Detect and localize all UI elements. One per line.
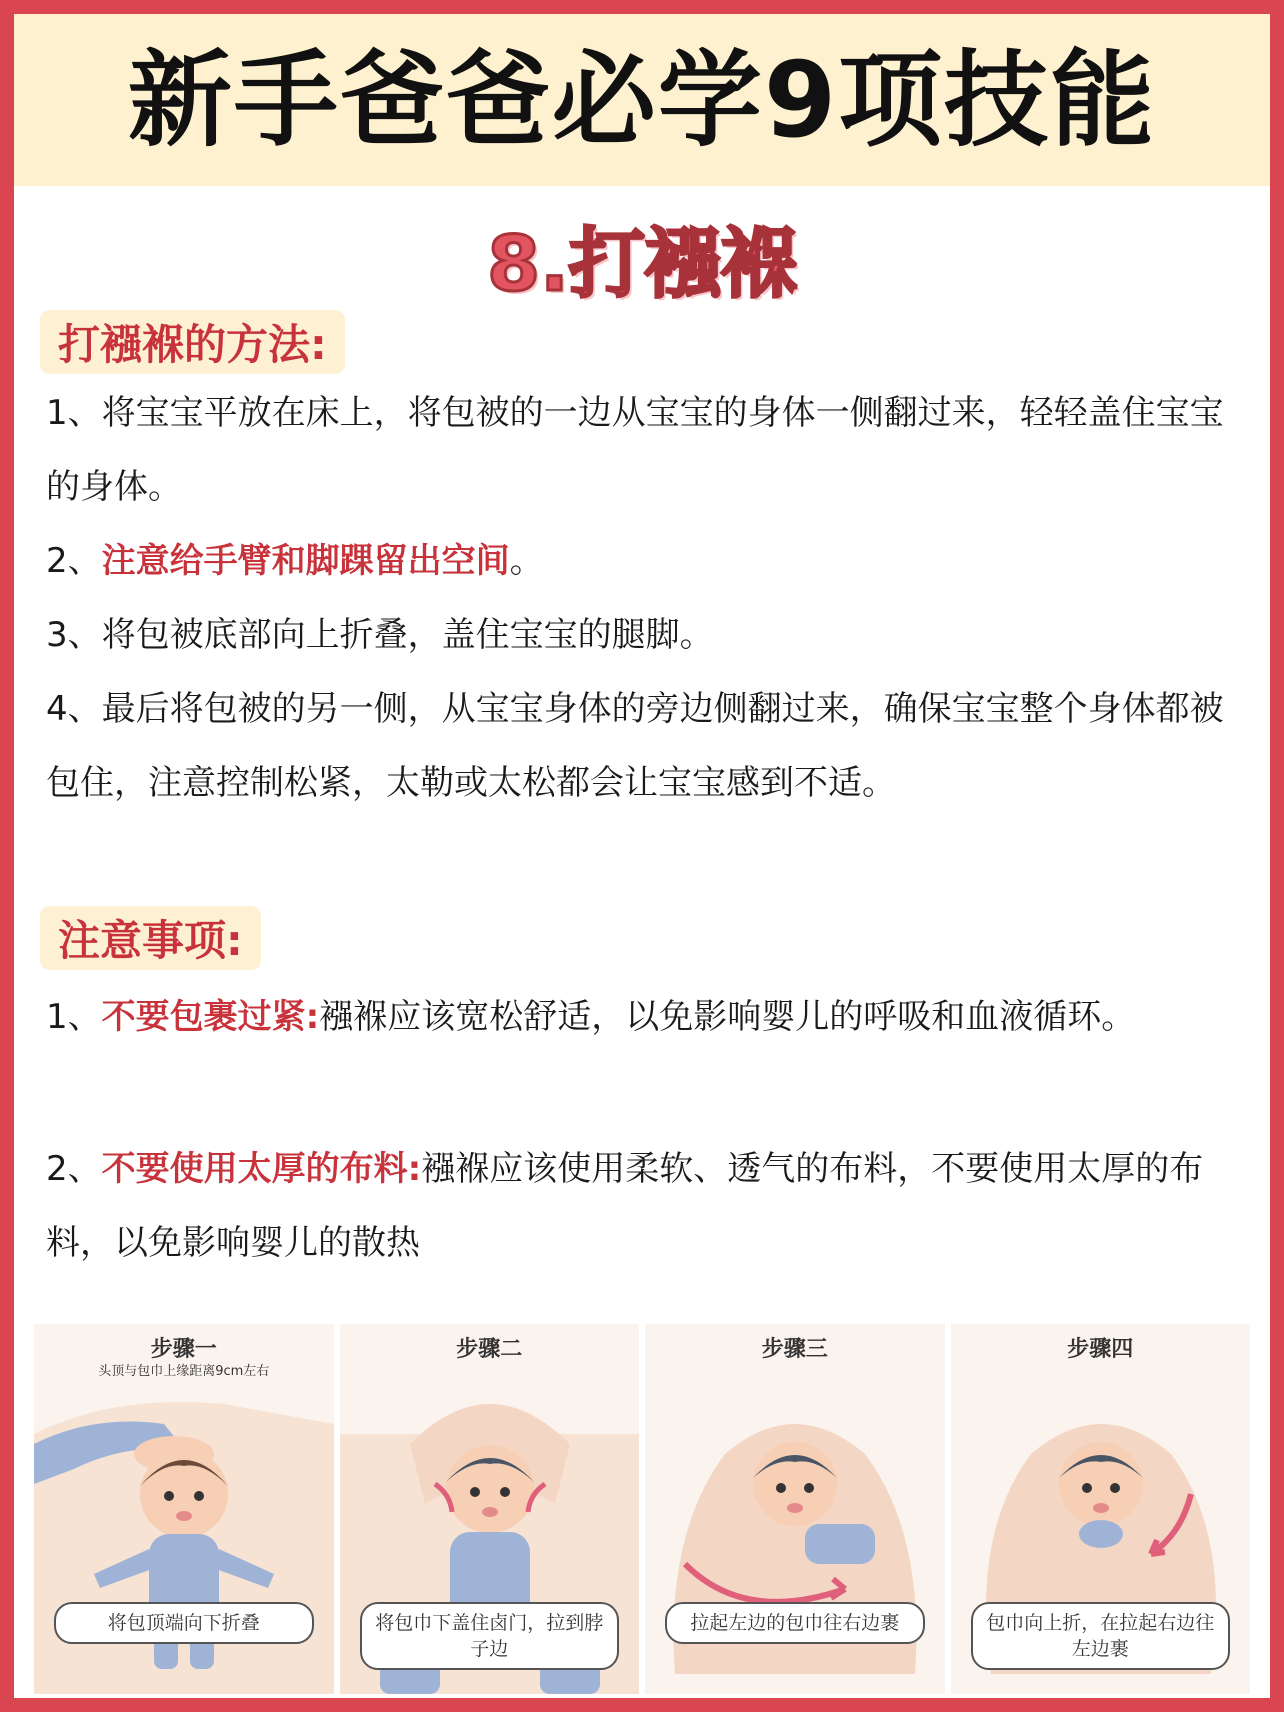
item-number: 1、 — [46, 997, 102, 1037]
step-illustrations — [34, 1324, 1250, 1694]
poster-card — [14, 14, 1270, 1698]
method-item-1 — [46, 376, 1236, 524]
note-item-1 — [46, 980, 1236, 1054]
item-highlight: 不要包裹过紧: — [101, 997, 320, 1037]
item-highlight: 不要使用太厚的布料: — [101, 1149, 422, 1189]
baby-lying-illustration — [34, 1374, 334, 1694]
page-title: 新手爸爸必学9项技能 — [127, 39, 1157, 161]
step-caption: 拉起左边的包巾往右边裹 — [665, 1602, 925, 1644]
method-item-3 — [46, 598, 1236, 672]
item-highlight: 注意给手臂和脚踝留出空间 — [101, 541, 510, 581]
item-text: 将包被底部向上折叠，盖住宝宝的腿脚。 — [101, 615, 714, 655]
step-caption: 将包巾下盖住卤门，拉到脖子边 — [360, 1602, 620, 1670]
item-text: 最后将包被的另一侧，从宝宝身体的旁边侧翻过来，确保宝宝整个身体都被包住，注意控制松紧，太勒或太松都会让宝宝感到不适。 — [46, 689, 1224, 803]
baby-wrap-left-illustration — [645, 1374, 945, 1694]
notes-heading: 注意事项: — [40, 906, 261, 970]
step-title: 步骤四 — [1067, 1337, 1134, 1362]
step-panel-2 — [340, 1324, 640, 1694]
step-panel-1 — [34, 1324, 334, 1694]
item-number: 4、 — [46, 689, 102, 729]
item-text: 襁褓应该宽松舒适，以免影响婴儿的呼吸和血液循环。 — [319, 997, 1136, 1037]
step-title: 步骤二 — [456, 1337, 523, 1362]
item-number: 2、 — [46, 1149, 102, 1189]
step-caption: 将包顶端向下折叠 — [54, 1602, 314, 1644]
method-item-2 — [46, 524, 1236, 598]
title-banner — [14, 14, 1270, 186]
method-heading: 打襁褓的方法: — [40, 310, 345, 374]
item-text: 将宝宝平放在床上，将包被的一边从宝宝的身体一侧翻过来，轻轻盖住宝宝的身体。 — [46, 393, 1224, 507]
item-number: 1、 — [46, 393, 102, 433]
step-caption: 包巾向上折，在拉起右边往左边裹 — [971, 1602, 1231, 1670]
item-text: 。 — [509, 541, 544, 581]
step-title: 步骤三 — [761, 1337, 828, 1362]
item-number: 2、 — [46, 541, 102, 581]
step-title: 步骤一 — [150, 1337, 217, 1362]
method-item-4 — [46, 672, 1236, 820]
step-note: 头顶与包巾上缘距离9cm左右 — [98, 1364, 270, 1379]
note-item-2 — [46, 1132, 1236, 1280]
item-number: 3、 — [46, 615, 102, 655]
step-panel-4 — [951, 1324, 1251, 1694]
item-text: 襁褓应该使用柔软、透气的布料，不要使用太厚的布料，以免影响婴儿的散热 — [46, 1149, 1204, 1263]
section-subtitle: 8.打襁褓 — [487, 219, 797, 308]
step-panel-3 — [645, 1324, 945, 1694]
